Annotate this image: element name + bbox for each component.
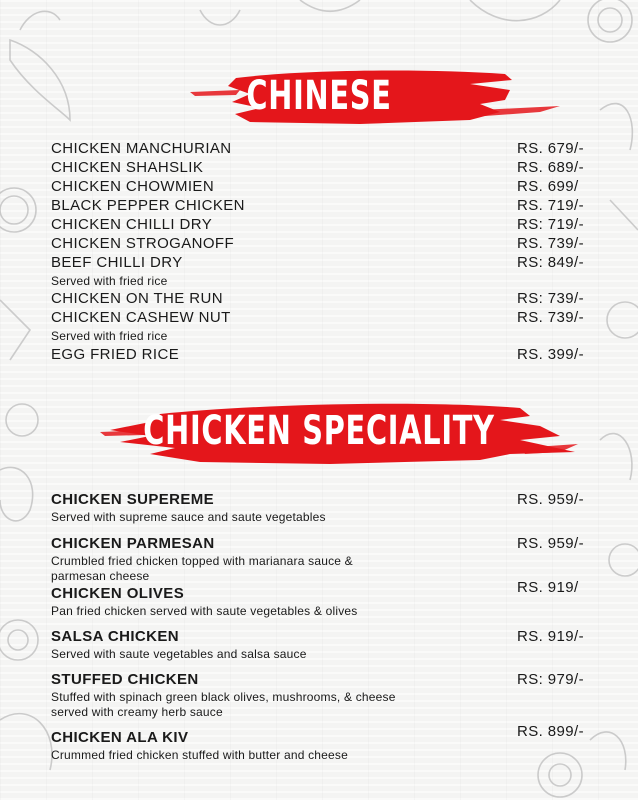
item-name: CHICKEN CHILLI DRY <box>51 216 213 233</box>
item-price: RS. 689/- <box>517 159 584 176</box>
item-description: Pan fried chicken served with saute vegetables & olives <box>51 604 358 618</box>
item-description: Served with saute vegetables and salsa sauce <box>51 647 307 661</box>
item-name: CHICKEN ALA KIV <box>51 729 189 746</box>
item-name: CHICKEN CHOWMIEN <box>51 178 215 195</box>
item-price: RS. 919/ <box>517 579 579 596</box>
item-price: RS. 919/- <box>517 628 584 645</box>
item-description: Served with fried rice <box>51 329 168 343</box>
item-name: EGG FRIED RICE <box>51 346 180 363</box>
item-price: RS. 719/- <box>517 197 584 214</box>
section-title-chinese: CHINESE <box>246 73 392 119</box>
item-description-continued: parmesan cheese <box>51 569 150 583</box>
item-price: RS. 959/- <box>517 535 584 552</box>
item-name: SALSA CHICKEN <box>51 628 179 645</box>
item-name: CHICKEN OLIVES <box>51 585 185 602</box>
item-name: CHICKEN SUPEREME <box>51 491 215 508</box>
item-price: RS. 399/- <box>517 346 584 363</box>
item-description: Served with fried rice <box>51 274 168 288</box>
item-name: CHICKEN CASHEW NUT <box>51 309 231 326</box>
item-price: RS: 739/- <box>517 290 584 307</box>
item-price: RS: 979/- <box>517 671 584 688</box>
section-title-chicken-speciality: CHICKEN SPECIALITY <box>143 408 495 454</box>
item-price: RS. 679/- <box>517 140 584 157</box>
chinese-banner <box>0 62 638 132</box>
item-description: Crumbled fried chicken topped with marianara sauce & <box>51 554 353 568</box>
item-name: CHICKEN PARMESAN <box>51 535 215 552</box>
item-price: RS. 899/- <box>517 723 584 740</box>
item-price: RS. 739/- <box>517 309 584 326</box>
item-price: RS: 849/- <box>517 254 584 271</box>
item-name: CHICKEN ON THE RUN <box>51 290 223 307</box>
item-name: CHICKEN SHAHSLIK <box>51 159 204 176</box>
item-price: RS. 959/- <box>517 491 584 508</box>
item-description: Crummed fried chicken stuffed with butter and cheese <box>51 748 348 762</box>
item-description: Stuffed with spinach green black olives, mushrooms, & cheese <box>51 690 396 704</box>
item-name: CHICKEN STROGANOFF <box>51 235 235 252</box>
item-price: RS. 699/ <box>517 178 579 195</box>
item-name: CHICKEN MANCHURIAN <box>51 140 232 157</box>
item-name: BEEF CHILLI DRY <box>51 254 183 271</box>
chicken-speciality-banner <box>0 392 638 472</box>
item-description: Served with supreme sauce and saute vegetables <box>51 510 326 524</box>
item-name: BLACK PEPPER CHICKEN <box>51 197 245 214</box>
item-price: RS: 719/- <box>517 216 584 233</box>
item-description-continued: served with creamy herb sauce <box>51 705 223 719</box>
item-name: STUFFED CHICKEN <box>51 671 199 688</box>
item-price: RS. 739/- <box>517 235 584 252</box>
